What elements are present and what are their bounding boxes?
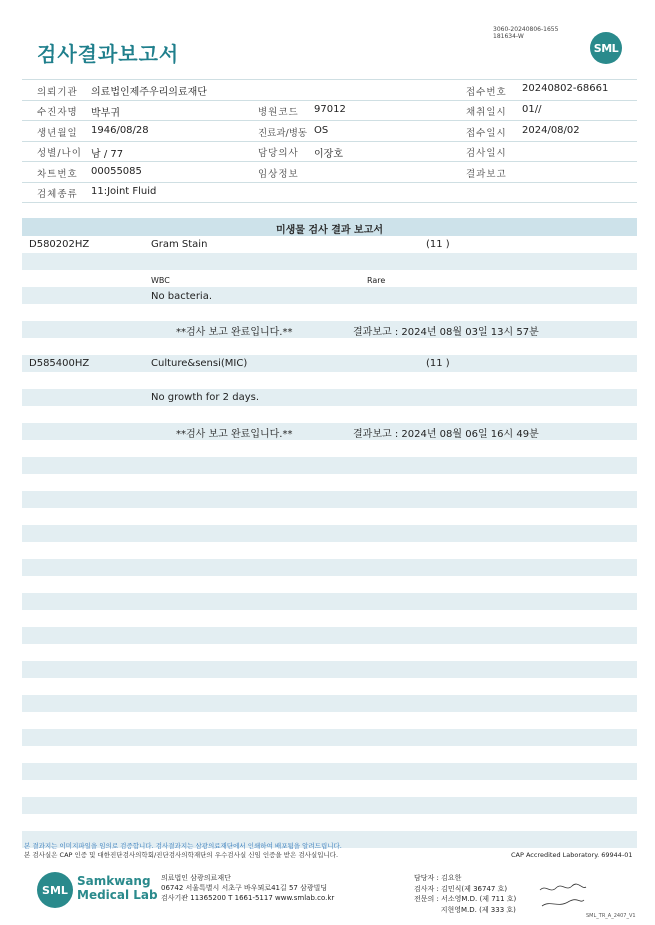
- stripe-row: [22, 321, 637, 338]
- address-line2: 06742 서울특별시 서초구 바우뫼로41길 57 삼광빌딩: [161, 884, 328, 892]
- doctor-value: 이장호: [314, 149, 343, 160]
- divider: [22, 79, 637, 80]
- staff-line4: 지현영M.D. (제 333 호): [414, 905, 516, 914]
- test-date-label: 검사일시: [466, 148, 507, 159]
- test1-count: (11 ): [426, 239, 450, 250]
- brand-name: [77, 874, 158, 902]
- hospital-code-label: 병원코드: [258, 107, 299, 118]
- document-id-line2: 181634-W: [493, 33, 524, 40]
- address-line3: 검사기관 11365200 T 1661-5117 www.smlab.co.kr: [161, 894, 335, 902]
- divider: [22, 161, 637, 162]
- staff-line2: 검사자 : 김민식(제 36747 호): [414, 884, 508, 893]
- patient-value: 박부귀: [91, 108, 120, 119]
- form-code: SML_TR_A_2407_V1: [586, 913, 636, 919]
- collect-date-label: 채취일시: [466, 107, 507, 118]
- test2-report-time: 결과보고 : 2024년 08월 06일 16시 49분: [353, 429, 539, 440]
- specimen-value: 11:Joint Fluid: [91, 186, 157, 197]
- institution-value: 의료법인제주우리의료재단: [91, 87, 207, 98]
- cap-accreditation: CAP Accredited Laboratory. 69944-01: [511, 851, 633, 859]
- chart-value: 00055085: [91, 166, 142, 177]
- dept-value: OS: [314, 125, 329, 136]
- stripe-row: [22, 423, 637, 440]
- test2-count: (11 ): [426, 358, 450, 369]
- receipt-no-label: 접수번호: [466, 87, 507, 98]
- brand-line1: Samkwang: [77, 874, 151, 888]
- test1-result: No bacteria.: [151, 291, 213, 302]
- stripe-row: [22, 525, 637, 542]
- stripe-row: [22, 627, 637, 644]
- test1-report-time: 결과보고 : 2024년 08월 03일 13시 57분: [353, 327, 539, 338]
- stripe-row: [22, 287, 637, 304]
- collect-date-value: 01//: [522, 104, 542, 115]
- patient-label: 수진자명: [37, 107, 78, 118]
- test2-name: Culture&sensi(MIC): [151, 358, 248, 369]
- staff-block: [414, 873, 516, 915]
- birth-label: 생년월일: [37, 128, 78, 139]
- address-block: [161, 873, 334, 903]
- receipt-no-value: 20240802-68661: [522, 83, 609, 94]
- stripe-row: [22, 763, 637, 780]
- receipt-date-label: 접수일시: [466, 128, 507, 139]
- staff-line3: 전문의 : 서소영M.D. (제 711 호): [414, 895, 517, 903]
- stripe-row: [22, 491, 637, 508]
- test2-code: D585400HZ: [29, 358, 90, 369]
- stripe-row: [22, 253, 637, 270]
- notice-cap-certification: 본 검사실은 CAP 인증 및 대한진단검사의학회/진단검사의학재단의 우수검사실 신임 인증을 받은 검사실입니다.: [24, 851, 339, 859]
- test1-wbc-value: Rare: [367, 276, 386, 285]
- stripe-row: [22, 389, 637, 406]
- clinical-label: 임상정보: [258, 169, 299, 180]
- hospital-code-value: 97012: [314, 104, 346, 115]
- divider: [22, 100, 637, 101]
- stripe-row: [22, 695, 637, 712]
- stripe-row: [22, 355, 637, 372]
- divider: [22, 182, 637, 183]
- receipt-date-value: 2024/08/02: [522, 125, 580, 136]
- stripe-row: [22, 729, 637, 746]
- page-title: 검사결과보고서: [37, 42, 180, 66]
- notice-image-file: 본 결과지는 이미지파일을 임의로 검증합니다. 검사결과지는 삼광의료재단에서 인쇄하여 배포됨을 알려드립니다.: [24, 842, 342, 850]
- document-id: [493, 26, 558, 40]
- birth-value: 1946/08/28: [91, 125, 149, 136]
- stripe-row: [22, 559, 637, 576]
- sml-logo: SML: [590, 32, 622, 64]
- document-id-line1: 3060-20240806-1655: [493, 26, 559, 33]
- section-title: 미생물 검사 결과 보고서: [275, 225, 384, 236]
- divider: [22, 120, 637, 121]
- stripe-row: [22, 661, 637, 678]
- address-line1: 의료법인 삼광의료재단: [161, 874, 231, 882]
- sex-age-label: 성별/나이: [37, 148, 82, 159]
- signature-image: [538, 880, 588, 910]
- divider: [22, 202, 637, 203]
- institution-label: 의뢰기관: [37, 87, 78, 98]
- section-header: [22, 218, 637, 236]
- report-label: 결과보고: [466, 169, 507, 180]
- staff-line1: 담당자 : 김요한: [414, 874, 462, 882]
- doctor-label: 담당의사: [258, 148, 299, 159]
- stripe-row: [22, 457, 637, 474]
- test1-complete: **검사 보고 완료입니다.**: [176, 327, 293, 338]
- sex-age-value: 남 / 77: [91, 149, 124, 160]
- test2-result: No growth for 2 days.: [151, 392, 260, 403]
- test1-code: D580202HZ: [29, 239, 90, 250]
- test1-name: Gram Stain: [151, 239, 208, 250]
- test2-complete: **검사 보고 완료입니다.**: [176, 429, 293, 440]
- stripe-row: [22, 797, 637, 814]
- specimen-label: 검체종류: [37, 189, 78, 200]
- stripe-row: [22, 593, 637, 610]
- test1-wbc-label: WBC: [151, 276, 170, 285]
- dept-label: 진료과/병동: [258, 128, 308, 139]
- brand-line2: Medical Lab: [77, 888, 158, 902]
- sml-footer-logo: SML: [37, 872, 73, 908]
- chart-label: 차트번호: [37, 169, 78, 180]
- divider: [22, 141, 637, 142]
